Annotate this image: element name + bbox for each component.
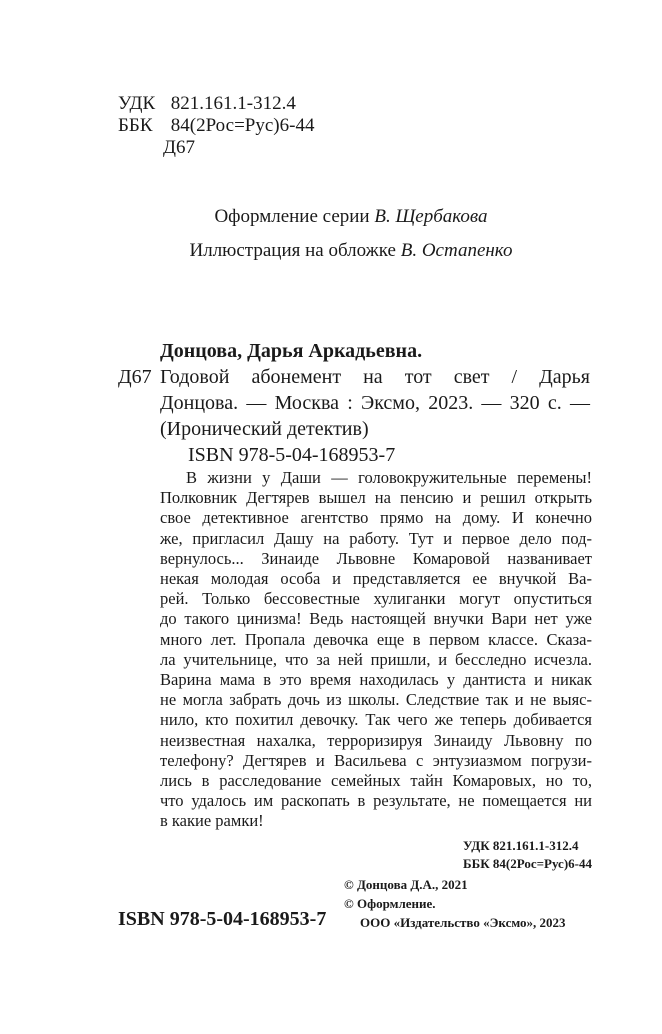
annotation-line: Варина мама в это время находилась у дантиста и никак — [160, 670, 592, 690]
codes-bbk: ББК 84(2Рос=Рус)6-44 — [463, 856, 592, 871]
annotation-line: что удалось им раскопать в результате, не помещается ни — [160, 791, 592, 811]
annotation-line: в какие рамки! — [160, 811, 264, 831]
cover-illustration-prefix: Иллюстрация на обложке — [189, 240, 396, 261]
annotation-line: В жизни у Даши — головокружительные перемены! — [186, 468, 592, 487]
copyright-design-label: © Оформление. — [344, 896, 436, 911]
annotation-line: ла учительнице, что за ней пришли, и бесследно исчезла. — [160, 649, 592, 669]
annotation-line: нило, кто похитил девочку. Так чего же теперь добивается — [160, 710, 592, 730]
udk-label: УДК — [118, 93, 156, 114]
catalog-line: Годовой абонемент на тот свет / Дарья — [160, 366, 590, 388]
series-design-prefix: Оформление серии — [214, 206, 370, 227]
copyright-author: © Донцова Д.А., 2021 — [344, 877, 468, 892]
bbk-line — [118, 115, 314, 137]
codes-udk: УДК 821.161.1-312.4 — [463, 838, 579, 853]
cover-illustration-credit — [0, 240, 662, 262]
annotation-line: же, пригласил Дашу на работу. Тут и первое дело под- — [160, 528, 592, 548]
annotation-line: до такого цинизма! Ведь настоящей внучки Вари нет уже — [160, 609, 592, 629]
annotation-line: свое детективное агентство прямо на дому. И конечно — [160, 508, 592, 528]
annotation-line: вернулось... Зинаиде Львовне Комаровой названивает — [160, 548, 592, 568]
udk-line — [118, 93, 296, 115]
cover-illustration-name: В. Остапенко — [400, 240, 513, 261]
copyright-publisher: ООО «Издательство «Эксмо», 2023 — [360, 915, 566, 930]
catalog-line: Донцова. — Москва : Эксмо, 2023. — 320 с. — — [160, 392, 590, 414]
footer-isbn: ISBN 978-5-04-168953-7 — [118, 908, 327, 930]
catalog-line: (Иронический детектив) — [160, 418, 369, 440]
series-design-name: В. Щербакова — [374, 206, 488, 227]
catalog-author-mark: Д67 — [118, 366, 152, 388]
series-design-credit — [0, 206, 662, 228]
annotation-line: неизвестная нахалка, терроризируя Зинаиду Львовну по — [160, 730, 592, 750]
annotation-line: Полковник Дегтярев вышел на пенсию и решил открыть — [160, 488, 592, 508]
annotation-line: телефону? Дегтярев и Васильева с энтузиазмом погрузи- — [160, 750, 592, 770]
annotation-line: рей. Только бессовестные хулиганки могут опуститься — [160, 589, 592, 609]
author-mark: Д67 — [163, 137, 195, 158]
author-heading: Донцова, Дарья Аркадьевна. — [160, 340, 423, 362]
annotation — [160, 468, 592, 832]
bbk-label: ББК — [118, 115, 153, 136]
udk-value: 821.161.1-312.4 — [170, 93, 296, 114]
annotation-line: некая молодая особа и представляется ее внучкой Ва- — [160, 569, 592, 589]
annotation-line: лись в расследование семейных тайн Комаровых, но то, — [160, 771, 592, 791]
annotation-line: не могла забрать дочь из школы. Следствие так и не выяс- — [160, 690, 592, 710]
catalog-isbn: ISBN 978-5-04-168953-7 — [188, 444, 396, 466]
copyright-block — [344, 875, 566, 932]
bbk-value: 84(2Рос=Рус)6-44 — [170, 115, 315, 136]
codes-block — [463, 837, 592, 873]
annotation-line: много лет. Пропала девочка еще в первом классе. Сказа- — [160, 629, 592, 649]
